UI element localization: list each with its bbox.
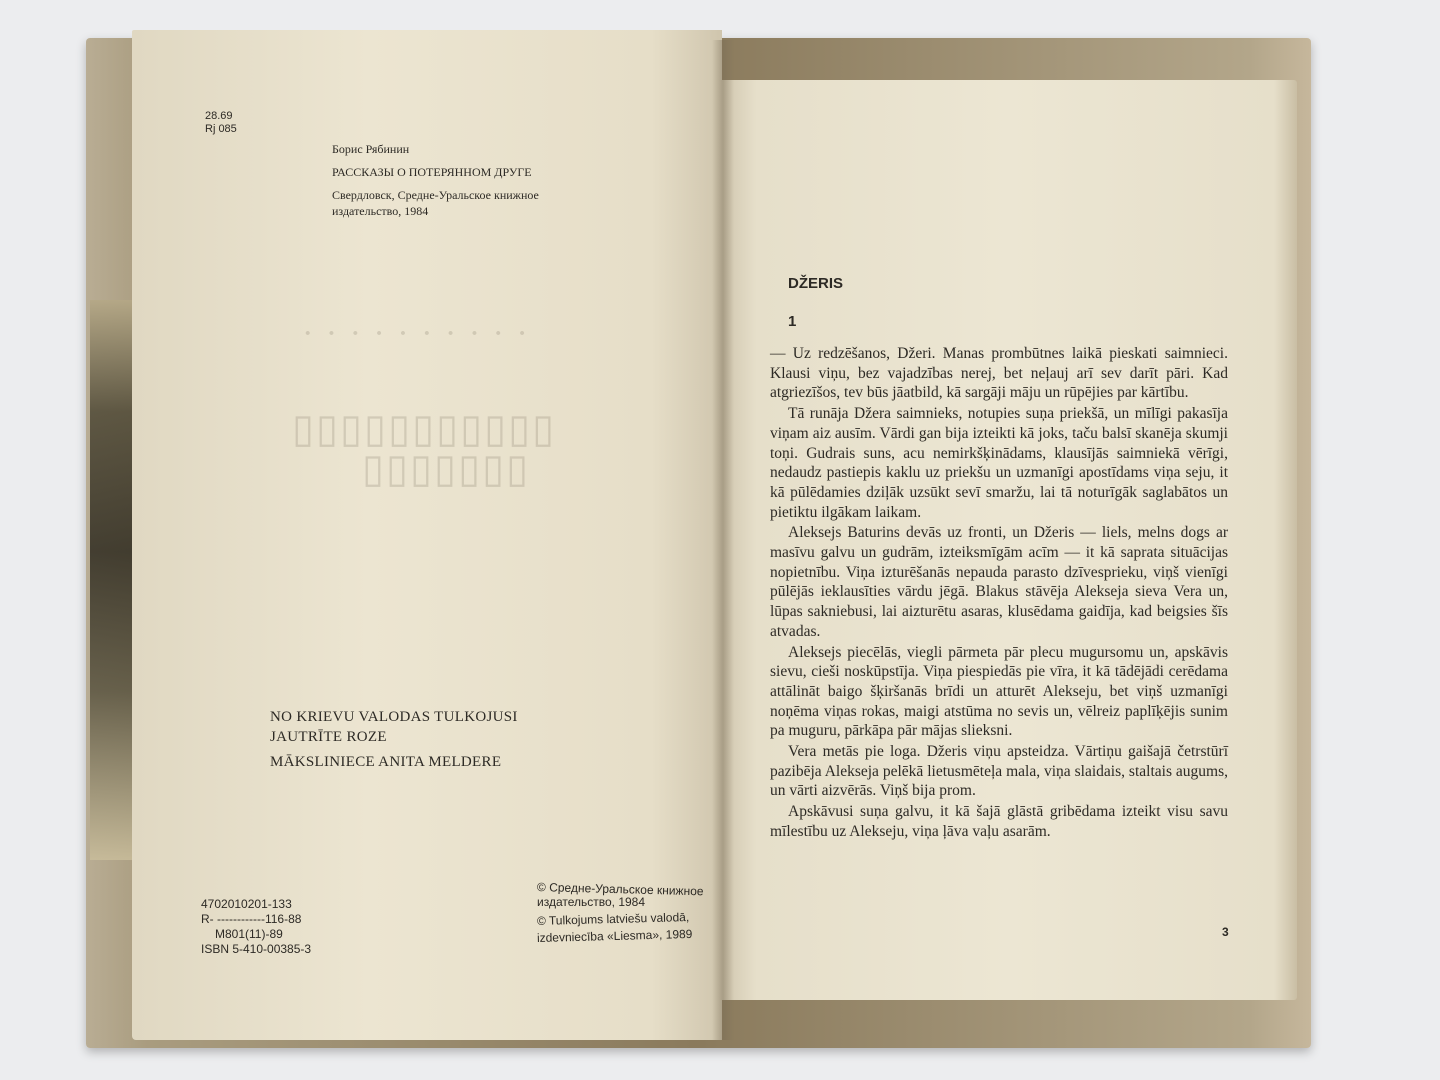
- show-through-text: · · · · · · · · · ·: [300, 315, 528, 352]
- page-number: 3: [1222, 925, 1229, 939]
- paragraph: Aleksejs piecēlās, viegli pārmeta pār plecu mugursomu un, apskāvis sievu, cieši noskūpstīja. Viņa piespiedās pie vīra, it kā tādējādi cerēdama attālināt baigo šķiršanās brīdi un atturēt Alekseju, bet viņš uzmanīgi noņēma viņas rokas, maigi atstūma no sevis un, vēlreiz paplīķējis sunim pa muguru, pārkāpa pār mājas slieksni.: [770, 643, 1228, 740]
- copyright-line4: izdevniecība «Liesma», 1989: [536, 926, 693, 945]
- copyright-line3: © Tulkojums latviešu valodā,: [536, 910, 690, 928]
- paragraph: Tā runāja Džera saimnieks, notupies suņa priekšā, un mīlīgi pakasīja viņam aiz ausīm. Vārdi gan bija izteikti kā joks, taču balsī skanēja skumji toņi. Gudrais suns, acu nemirkšķinādams, klausījās saimniekā vērīgi, nedaudz pastiepis kaklu uz priekšu un uzmanīgi apostīdams viņa seju, it kā pūlēdamies dziļāk uzsūkt sevī smaržu, lai tā noturīgāk saglabātos un pietiktu ilgākam laikam.: [770, 405, 1228, 521]
- original-title: РАССКАЗЫ О ПОТЕРЯННОМ ДРУГЕ: [332, 165, 532, 179]
- original-author: Борис Рябинин: [332, 142, 410, 156]
- book-gutter: [712, 40, 734, 1040]
- translator-credit-line1: NO KRIEVU VALODAS TULKOJUSI: [270, 709, 518, 725]
- section-number: 1: [788, 313, 797, 330]
- translator-credit-line2: JAUTRĪTE ROZE: [270, 729, 387, 745]
- copyright-line2: издательство, 1984: [537, 895, 646, 909]
- copyright-line1: © Средне-Уральское книжное: [536, 880, 704, 899]
- paragraph: Apskāvusi suņa galvu, it kā šajā glāstā gribēdama izteikt visu savu mīlestību uz Alekseju, viņa ļāva vaļu asarām.: [770, 803, 1228, 840]
- show-through-text: ▯▯▯▯▯▯▯: [360, 446, 529, 491]
- illustrator-credit: MĀKSLINIECE ANITA MELDERE: [270, 754, 502, 770]
- imprint-line1: 4702010201-133: [201, 897, 292, 911]
- paragraph: — Uz redzēšanos, Džeri. Manas prombūtnes laikā pieskati saimnieci. Klausi viņu, bez vajadzības nerej, bet neļauj arī sev darīt pāri. Kad atgriezīšos, tev būs jāatbild, kā sargāji māju un rūpējies par kārtību.: [770, 345, 1228, 402]
- catalog-code: 28.69: [205, 110, 233, 122]
- show-through-text: ▯▯▯▯▯▯▯▯▯▯▯: [290, 406, 555, 451]
- paragraph: Aleksejs Baturins devās uz fronti, un Džeris — liels, melns dogs ar masīvu galvu un gudrām, izteiksmīgām acīm — it kā saprata situācijas nopietnību. Viņa izturēšanās nepauda parasto dzīvesprieku, viņš vienīgi pūlējās ieklausīties vārdu jēgā. Blakus stāvēja Alekseja sieva Vera un, lūpas sakniebusi, lai aizturētu asaras, klusēdama gaidīja, kad beigsies šīs atvadas.: [770, 524, 1228, 640]
- original-publisher-line1: Свердловск, Средне-Уральское книжное: [332, 188, 539, 202]
- original-publisher-line2: издательство, 1984: [332, 204, 429, 218]
- paragraph: Vera metās pie loga. Džeris viņu apsteidza. Vārtiņu gaišajā četrstūrī pazibēja Alekseja pelēkā lietusmēteļa mala, viņa slaidais, staltais augums, un vārti aizvērās. Viņš bija prom.: [770, 743, 1228, 800]
- imprint-line3: M801(11)-89: [215, 927, 283, 941]
- imprint-line2: R- ------------116-88: [201, 912, 302, 926]
- chapter-body: [770, 344, 1228, 842]
- chapter-title: DŽERIS: [788, 275, 844, 292]
- catalog-code-2: Rj 085: [205, 123, 237, 135]
- isbn: ISBN 5-410-00385-3: [201, 942, 312, 956]
